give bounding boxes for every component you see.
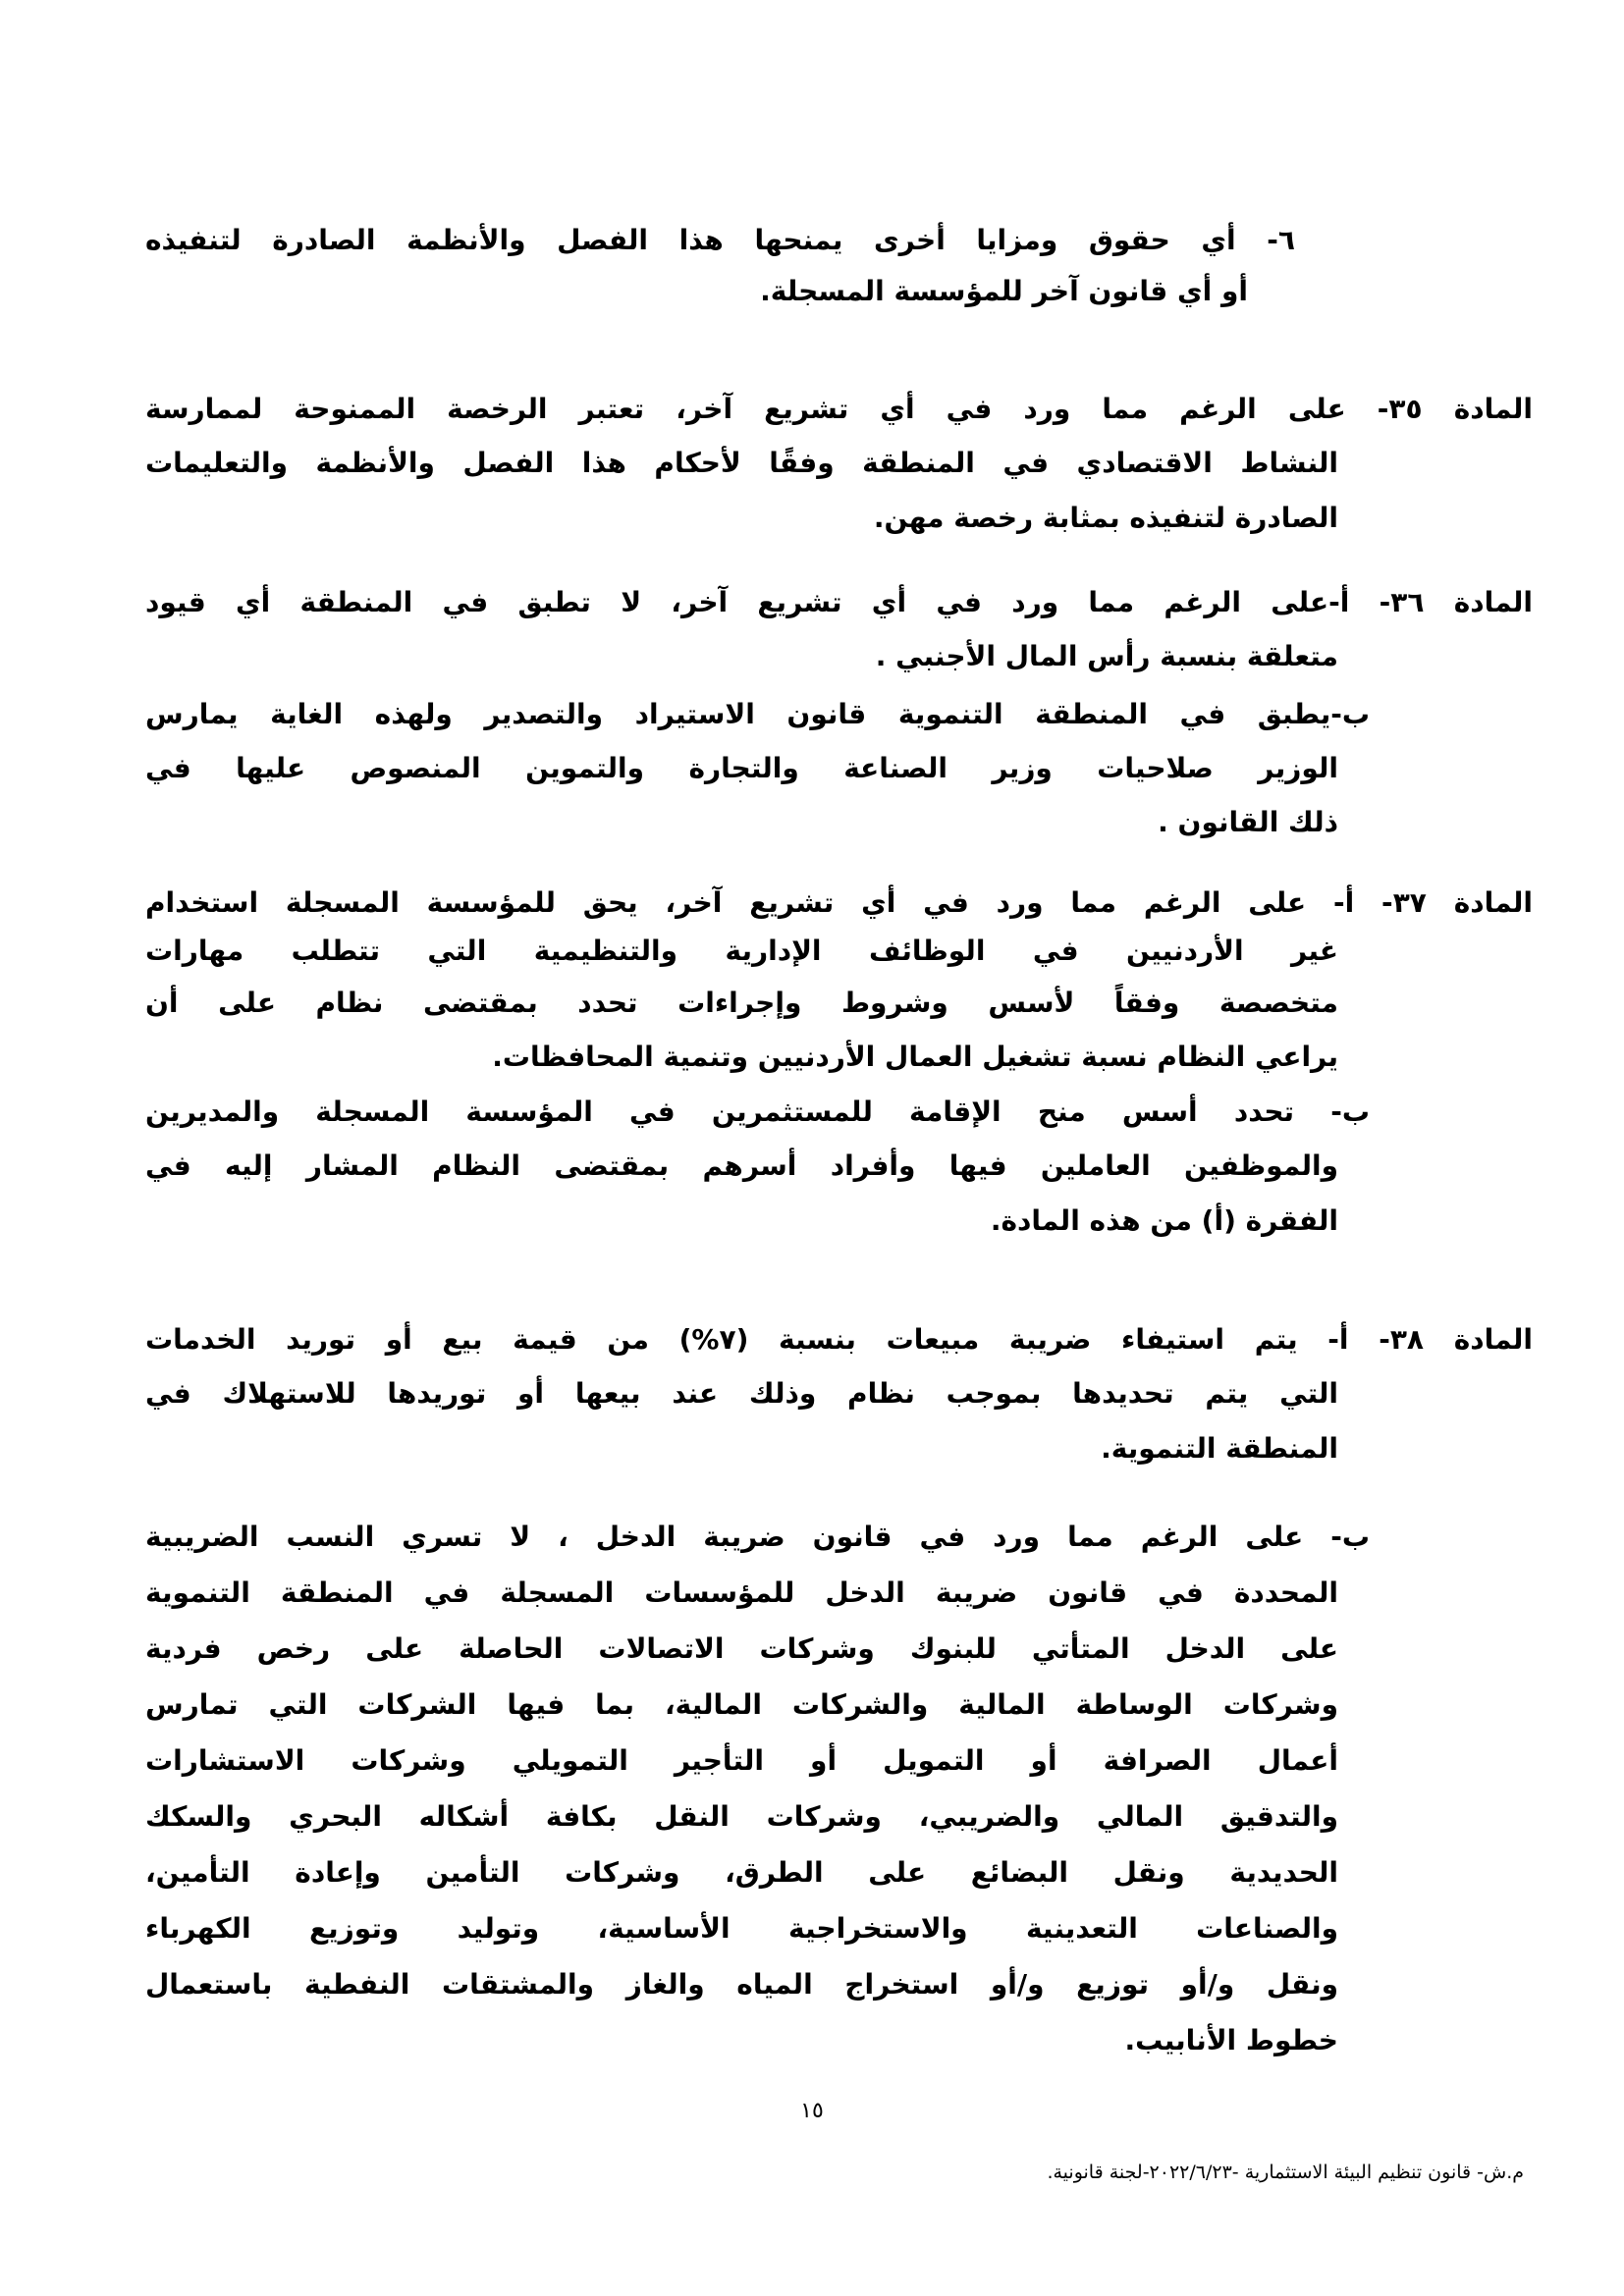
article-38-b-line: والتدقيق المالي والضريبي، وشركات النقل بكافة أشكاله البحري والسكك xyxy=(145,1800,1338,1833)
article-38-b-line: ب- على الرغم مما ورد في قانون ضريبة الدخل ، لا تسري النسب الضريبية xyxy=(145,1521,1370,1553)
article-37-line: يراعي النظام نسبة تشغيل العمال الأردنيين وتنمية المحافظات. xyxy=(492,1041,1338,1073)
article-37-line: والموظفين العاملين فيها وأفراد أسرهم بمقتضى النظام المشار إليه في xyxy=(145,1149,1338,1182)
article-38-a-line: المنطقة التنموية. xyxy=(1101,1432,1338,1465)
article-38-b-line: خطوط الأنابيب. xyxy=(1124,2024,1338,2056)
article-36-line: المادة ٣٦- أ-على الرغم مما ورد في أي تشريع آخر، لا تطبق في المنطقة أي قيود xyxy=(145,586,1533,618)
article-35-line: المادة ٣٥- على الرغم مما ورد في أي تشريع آخر، تعتبر الرخصة الممنوحة لممارسة xyxy=(145,393,1533,425)
article-36-line: ذلك القانون . xyxy=(1158,806,1338,838)
article-36-line: متعلقة بنسبة رأس المال الأجنبي . xyxy=(875,640,1338,672)
article-37-line: المادة ٣٧- أ- على الرغم مما ورد في أي تشريع آخر، يحق للمؤسسة المسجلة استخدام xyxy=(145,886,1534,919)
item-6-line: ٦- أي حقوق ومزايا أخرى يمنحها هذا الفصل والأنظمة الصادرة لتنفيذه xyxy=(145,224,1295,256)
article-35-line: الصادرة لتنفيذه بمثابة رخصة مهن. xyxy=(873,502,1338,534)
article-37-line: الفقرة (أ) من هذه المادة. xyxy=(990,1204,1338,1237)
article-37-line: ب- تحدد أسس منح الإقامة للمستثمرين في المؤسسة المسجلة والمديرين xyxy=(145,1095,1370,1128)
article-36-line: الوزير صلاحيات وزير الصناعة والتجارة والتموين المنصوص عليها في xyxy=(145,752,1338,784)
article-36-line: ب-يطبق في المنطقة التنموية قانون الاستيراد والتصدير ولهذه الغاية يمارس xyxy=(145,698,1370,730)
article-38-b-line: والصناعات التعدينية والاستخراجية الأساسية، وتوليد وتوزيع الكهرباء xyxy=(145,1912,1338,1945)
article-38-b-line: وشركات الوساطة المالية والشركات المالية، بما فيها الشركات التي تمارس xyxy=(145,1688,1338,1721)
article-35-line: النشاط الاقتصادي في المنطقة وفقًا لأحكام هذا الفصل والأنظمة والتعليمات xyxy=(145,447,1338,479)
page-footer: م.ش- قانون تنظيم البيئة الاستثمارية -٢٠٢٢/٦/٢٣-لجنة قانونية. xyxy=(1047,2162,1524,2183)
article-38-b-line: على الدخل المتأتي للبنوك وشركات الاتصالات الحاصلة على رخص فردية xyxy=(145,1632,1338,1665)
article-37-line: متخصصة وفقاً لأسس وشروط وإجراءات تحدد بمقتضى نظام على أن xyxy=(145,987,1338,1019)
article-38-a-line: المادة ٣٨- أ- يتم استيفاء ضريبة مبيعات بنسبة (٧%) من قيمة بيع أو توريد الخدمات xyxy=(145,1323,1534,1356)
article-38-b-line: الحديدية ونقل البضائع على الطرق، وشركات التأمين وإعادة التأمين، xyxy=(145,1856,1338,1889)
article-38-b-line: المحددة في قانون ضريبة الدخل للمؤسسات المسجلة في المنطقة التنموية xyxy=(145,1576,1338,1609)
article-38-a-line: التي يتم تحديدها بموجب نظام وذلك عند بيعها أو توريدها للاستهلاك في xyxy=(145,1377,1338,1410)
article-38-b-line: ونقل و/أو توزيع و/أو استخراج المياه والغاز والمشتقات النفطية باستعمال xyxy=(145,1968,1338,2001)
page-number: ١٥ xyxy=(800,2099,824,2123)
item-6-line: أو أي قانون آخر للمؤسسة المسجلة. xyxy=(760,275,1248,307)
article-37-line: غير الأردنيين في الوظائف الإدارية والتنظيمية التي تتطلب مهارات xyxy=(145,934,1338,967)
article-38-b-line: أعمال الصرافة أو التمويل أو التأجير التمويلي وشركات الاستشارات xyxy=(145,1744,1338,1777)
